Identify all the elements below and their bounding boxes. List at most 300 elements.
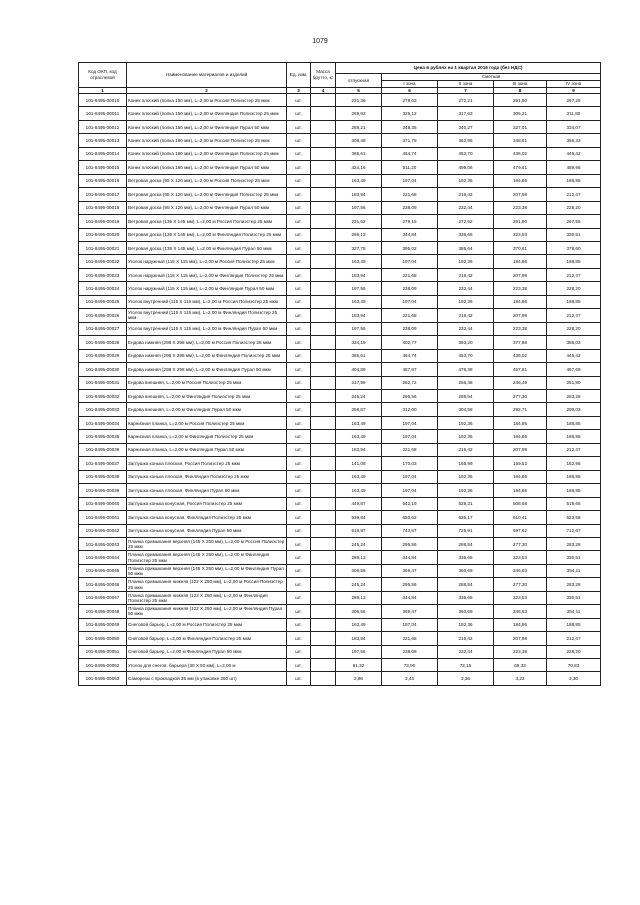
row-price-zone-4: 3,30 xyxy=(547,672,601,685)
row-price-zone-4: 228,20 xyxy=(547,201,601,214)
row-unit: шт. xyxy=(287,605,311,618)
table-row xyxy=(79,389,601,402)
row-mass xyxy=(311,497,336,510)
row-price-zone-4: 228,20 xyxy=(547,282,601,295)
table-row xyxy=(79,309,601,322)
row-price-zone-4: 188,85 xyxy=(547,470,601,483)
row-unit: шт. xyxy=(287,376,311,389)
row-price-zone-1: 344,84 xyxy=(382,551,438,564)
row-mass xyxy=(311,322,336,335)
row-code: 101-8495-00010 xyxy=(79,94,127,107)
table-row xyxy=(79,645,601,658)
row-price-zone-1: 238,09 xyxy=(382,282,438,295)
table-row xyxy=(79,147,601,160)
row-price-zone-2: 232,44 xyxy=(438,201,494,214)
row-unit: шт. xyxy=(287,511,311,524)
row-price-zone-3: 184,86 xyxy=(494,174,547,187)
row-price-zone-1: 197,04 xyxy=(382,618,438,631)
row-price-zone-2: 336,65 xyxy=(438,551,494,564)
table-row xyxy=(79,537,601,550)
row-name: Снеговой барьер, L=2,00 м Финляндия Полиэстер 25 мкм xyxy=(127,632,287,645)
row-price-zone-4: 330,51 xyxy=(547,551,601,564)
row-price-zone-4: 188,85 xyxy=(547,618,601,631)
row-unit: шт. xyxy=(287,228,311,241)
row-price-release: 183,94 xyxy=(336,309,382,322)
table-row xyxy=(79,511,601,524)
row-price-zone-1: 221,68 xyxy=(382,443,438,456)
row-code: 101-8495-00033 xyxy=(79,403,127,416)
row-price-zone-4: 188,85 xyxy=(547,174,601,187)
row-mass xyxy=(311,120,336,133)
row-unit: шт. xyxy=(287,94,311,107)
row-name: Уголок наружный (115 Х 115 мм), L=2,00 м Финляндия Пурал 50 мкм xyxy=(127,282,287,295)
row-name: Конек плоский (полка 150 мм), L=2,00 м Финляндия Пурал 50 мкм xyxy=(127,120,287,133)
row-price-zone-4: 445,42 xyxy=(547,147,601,160)
row-code: 101-8495-00052 xyxy=(79,659,127,672)
table-row xyxy=(79,349,601,362)
table-row xyxy=(79,430,601,443)
row-price-zone-2: 192,36 xyxy=(438,618,494,631)
row-price-zone-2: 192,36 xyxy=(438,430,494,443)
price-table xyxy=(78,62,601,686)
header-price-title: Цена в рублях на 1 квартал 2016 года (без НДС) xyxy=(336,63,601,74)
row-unit: шт. xyxy=(287,659,311,672)
row-price-zone-4: 283,28 xyxy=(547,389,601,402)
row-price-zone-3: 305,21 xyxy=(494,107,547,120)
row-price-zone-1: 262,72 xyxy=(382,376,438,389)
row-code: 101-8495-00046 xyxy=(79,578,127,591)
row-name: Ветровая доска (135 Х 145 мм), L=2,00 м Россия Полиэстер 25 мкм xyxy=(127,215,287,228)
row-mass xyxy=(311,376,336,389)
row-price-release: 197,56 xyxy=(336,322,382,335)
row-mass xyxy=(311,430,336,443)
row-price-release: 306,56 xyxy=(336,605,382,618)
row-price-zone-4: 188,85 xyxy=(547,416,601,429)
row-price-release: 539,84 xyxy=(336,511,382,524)
row-name: Ендова внешняя, L=2,00 м Россия Полиэстер 25 мкм xyxy=(127,376,287,389)
row-price-zone-1: 197,04 xyxy=(382,174,438,187)
header-name: Наименование материалов и изделий xyxy=(127,63,287,88)
row-unit: шт. xyxy=(287,241,311,254)
table-row xyxy=(79,188,601,201)
row-name: Ветровая доска (95 Х 120 мм), L=2,00 м Финляндия Пурал 50 мкм xyxy=(127,201,287,214)
row-price-release: 269,93 xyxy=(336,107,382,120)
row-price-zone-1: 170,03 xyxy=(382,457,438,470)
row-unit: шт. xyxy=(287,268,311,281)
row-name: Планка примыкания нижняя (122 Х 250 мм), L=2,00 м Россия Полиэстер 25 мкм xyxy=(127,578,287,591)
row-price-zone-1: 542,19 xyxy=(382,497,438,510)
row-code: 101-8495-00040 xyxy=(79,497,127,510)
row-price-zone-3: 346,63 xyxy=(494,605,547,618)
table-row xyxy=(79,363,601,376)
row-name: Планка примыкания верхняя (145 Х 250 мм), L=2,00 м Финляндия Полиэстер 25 мкм xyxy=(127,551,287,564)
row-price-release: 286,13 xyxy=(336,228,382,241)
row-price-zone-3: 436,02 xyxy=(494,349,547,362)
row-mass xyxy=(311,161,336,174)
row-price-zone-3: 246,49 xyxy=(494,376,547,389)
row-price-zone-1: 402,77 xyxy=(382,336,438,349)
row-code: 101-8495-00049 xyxy=(79,618,127,631)
row-mass xyxy=(311,174,336,187)
row-code: 101-8495-00016 xyxy=(79,174,127,187)
row-unit: шт. xyxy=(287,457,311,470)
row-name: Снеговой барьер, L=2,00 м Россия Полиэстер 25 мкм xyxy=(127,618,287,631)
row-price-zone-3: 69,33 xyxy=(494,659,547,672)
row-mass xyxy=(311,672,336,685)
row-mass xyxy=(311,578,336,591)
row-price-zone-3: 184,86 xyxy=(494,430,547,443)
row-price-zone-1: 197,04 xyxy=(382,484,438,497)
row-name: Заглушка конька конусная, Финляндия Пурал 50 мкм xyxy=(127,524,287,537)
row-price-zone-2: 232,44 xyxy=(438,322,494,335)
table-row xyxy=(79,564,601,577)
header-zone-4: IV зона xyxy=(547,81,601,88)
row-price-release: 449,87 xyxy=(336,497,382,510)
table-row xyxy=(79,416,601,429)
row-name: Ендова внешняя, L=2,00 м Финляндия Полиэстер 25 мкм xyxy=(127,389,287,402)
row-mass xyxy=(311,147,336,160)
row-mass xyxy=(311,484,336,497)
row-price-zone-1: 221,68 xyxy=(382,632,438,645)
table-row xyxy=(79,255,601,268)
row-price-zone-4: 267,25 xyxy=(547,94,601,107)
row-price-zone-2: 529,31 xyxy=(438,497,494,510)
row-unit: шт. xyxy=(287,147,311,160)
row-code: 101-8495-00011 xyxy=(79,107,127,120)
row-code: 101-8495-00050 xyxy=(79,632,127,645)
row-name: Ендова нижняя (298 Х 298 мм), L=2,00 м Финляндия Полиэстер 25 мкм xyxy=(127,349,287,362)
row-price-release: 197,56 xyxy=(336,645,382,658)
row-price-zone-2: 317,63 xyxy=(438,107,494,120)
row-price-zone-2: 232,44 xyxy=(438,282,494,295)
row-price-zone-3: 277,30 xyxy=(494,578,547,591)
row-unit: шт. xyxy=(287,484,311,497)
row-price-zone-4: 267,55 xyxy=(547,215,601,228)
row-price-zone-1: 238,09 xyxy=(382,322,438,335)
column-number: 7 xyxy=(438,88,494,94)
row-price-zone-1: 369,47 xyxy=(382,564,438,577)
row-mass xyxy=(311,107,336,120)
row-price-release: 327,78 xyxy=(336,241,382,254)
table-row xyxy=(79,94,601,107)
row-code: 101-8495-00047 xyxy=(79,591,127,604)
table-row xyxy=(79,659,601,672)
row-mass xyxy=(311,605,336,618)
row-name: Саморезы с прокладкой 35 мм (в упаковке 250 шт) xyxy=(127,672,287,685)
row-unit: шт. xyxy=(287,524,311,537)
row-price-zone-4: 334,07 xyxy=(547,120,601,133)
row-price-release: 245,24 xyxy=(336,389,382,402)
row-price-zone-1: 344,84 xyxy=(382,591,438,604)
row-price-release: 183,94 xyxy=(336,632,382,645)
row-price-zone-3: 223,38 xyxy=(494,322,547,335)
row-mass xyxy=(311,645,336,658)
column-number: 9 xyxy=(547,88,601,94)
row-price-zone-1: 395,02 xyxy=(382,241,438,254)
row-price-zone-3: 223,38 xyxy=(494,645,547,658)
row-price-zone-4: 330,51 xyxy=(547,228,601,241)
row-price-zone-4: 283,28 xyxy=(547,537,601,550)
row-price-zone-4: 212,47 xyxy=(547,188,601,201)
row-price-zone-2: 340,27 xyxy=(438,120,494,133)
table-row xyxy=(79,107,601,120)
row-price-zone-2: 192,36 xyxy=(438,174,494,187)
row-price-zone-4: 251,80 xyxy=(547,376,601,389)
row-unit: шт. xyxy=(287,120,311,133)
row-price-release: 286,13 xyxy=(336,551,382,564)
row-price-zone-1: 295,56 xyxy=(382,537,438,550)
row-price-zone-2: 336,65 xyxy=(438,228,494,241)
row-name: Конек плоский (полка 150 мм), L=2,00 м Финляндия Полиэстер 25 мкм xyxy=(127,107,287,120)
row-mass xyxy=(311,591,336,604)
row-price-release: 163,49 xyxy=(336,255,382,268)
row-name: Планка примыкания нижняя (122 Х 250 мм), L=2,00 м Финляндия Полиэстер 25 мкм xyxy=(127,591,287,604)
row-mass xyxy=(311,268,336,281)
row-price-zone-3: 479,61 xyxy=(494,161,547,174)
row-price-zone-2: 192,36 xyxy=(438,484,494,497)
table-row xyxy=(79,618,601,631)
row-price-zone-2: 272,52 xyxy=(438,215,494,228)
row-name: Заглушка конька конусная, Россия Полиэстер 25 мкм xyxy=(127,497,287,510)
row-mass xyxy=(311,363,336,376)
row-unit: шт. xyxy=(287,201,311,214)
row-mass xyxy=(311,537,336,550)
row-mass xyxy=(311,215,336,228)
row-price-release: 61,32 xyxy=(336,659,382,672)
row-price-zone-1: 743,57 xyxy=(382,524,438,537)
row-unit: шт. xyxy=(287,430,311,443)
row-mass xyxy=(311,632,336,645)
row-unit: шт. xyxy=(287,349,311,362)
row-price-zone-4: 188,85 xyxy=(547,484,601,497)
row-price-zone-1: 3,44 xyxy=(382,672,438,685)
row-unit: шт. xyxy=(287,578,311,591)
table-row xyxy=(79,524,601,537)
table-row xyxy=(79,578,601,591)
row-unit: шт. xyxy=(287,188,311,201)
row-price-release: 163,49 xyxy=(336,484,382,497)
row-price-zone-1: 279,15 xyxy=(382,215,438,228)
row-price-zone-2: 453,70 xyxy=(438,147,494,160)
row-price-zone-1: 73,90 xyxy=(382,659,438,672)
row-price-zone-4: 299,03 xyxy=(547,403,601,416)
row-unit: шт. xyxy=(287,322,311,335)
row-price-zone-3: 292,71 xyxy=(494,403,547,416)
row-code: 101-8495-00042 xyxy=(79,524,127,537)
row-price-release: 245,24 xyxy=(336,537,382,550)
row-name: Карнизная планка, L=2,00 м Россия Полиэстер 25 мкм xyxy=(127,416,287,429)
row-price-zone-1: 221,68 xyxy=(382,188,438,201)
row-price-release: 424,16 xyxy=(336,161,382,174)
row-name: Заглушка конька конусная, Финляндия Полиэстер 25 мкм xyxy=(127,511,287,524)
row-name: Заглушка конька плоская, Финляндия Полиэстер 25 мкм xyxy=(127,470,287,483)
row-code: 101-8495-00020 xyxy=(79,228,127,241)
row-price-zone-4: 228,20 xyxy=(547,645,601,658)
row-code: 101-8495-00026 xyxy=(79,309,127,322)
table-row xyxy=(79,295,601,308)
row-code: 101-8495-00019 xyxy=(79,215,127,228)
row-price-zone-2: 192,36 xyxy=(438,255,494,268)
row-unit: шт. xyxy=(287,672,311,685)
row-price-release: 385,61 xyxy=(336,147,382,160)
row-unit: шт. xyxy=(287,215,311,228)
row-price-zone-1: 312,00 xyxy=(382,403,438,416)
row-price-release: 183,94 xyxy=(336,188,382,201)
row-name: Планка примыкания верхняя (145 Х 250 мм), L=2,00 м Финляндия Пурал 50 мкм xyxy=(127,564,287,577)
row-price-zone-3: 277,30 xyxy=(494,537,547,550)
row-unit: шт. xyxy=(287,161,311,174)
row-mass xyxy=(311,416,336,429)
row-code: 101-8495-00018 xyxy=(79,201,127,214)
row-code: 101-8495-00022 xyxy=(79,255,127,268)
row-price-zone-3: 261,90 xyxy=(494,215,547,228)
row-price-zone-2: 192,36 xyxy=(438,470,494,483)
row-code: 101-8495-00051 xyxy=(79,645,127,658)
row-code: 101-8495-00043 xyxy=(79,537,127,550)
row-name: Ветровая доска (135 Х 145 мм), L=2,00 м Финляндия Пурал 50 мкм xyxy=(127,241,287,254)
row-price-zone-3: 184,86 xyxy=(494,470,547,483)
row-unit: шт. xyxy=(287,416,311,429)
row-code: 101-8495-00028 xyxy=(79,336,127,349)
row-price-release: 334,19 xyxy=(336,336,382,349)
row-price-zone-3: 610,41 xyxy=(494,511,547,524)
row-code: 101-8495-00044 xyxy=(79,551,127,564)
row-mass xyxy=(311,389,336,402)
row-name: Уголок наружный (115 Х 115 мм), L=2,00 м Финляндия Полиэстер 25 мкм xyxy=(127,268,287,281)
row-name: Заглушка конька плоская, Финляндия Пурал 50 мкм xyxy=(127,484,287,497)
row-mass xyxy=(311,551,336,564)
row-price-zone-3: 184,86 xyxy=(494,416,547,429)
row-name: Ветровая доска (95 Х 120 мм), L=2,00 м Россия Полиэстер 25 мкм xyxy=(127,174,287,187)
row-unit: шт. xyxy=(287,443,311,456)
row-name: Карнизная планка, L=2,00 м Финляндия Полиэстер 25 мкм xyxy=(127,430,287,443)
row-code: 101-8495-00031 xyxy=(79,376,127,389)
row-price-zone-3: 184,86 xyxy=(494,295,547,308)
row-price-zone-3: 223,38 xyxy=(494,201,547,214)
row-unit: шт. xyxy=(287,389,311,402)
row-code: 101-8495-00015 xyxy=(79,161,127,174)
table-row xyxy=(79,457,601,470)
row-mass xyxy=(311,443,336,456)
row-mass xyxy=(311,295,336,308)
row-price-zone-3: 348,61 xyxy=(494,134,547,147)
table-row xyxy=(79,376,601,389)
table-row xyxy=(79,470,601,483)
row-code: 101-8495-00030 xyxy=(79,363,127,376)
row-price-zone-2: 362,95 xyxy=(438,134,494,147)
row-price-zone-3: 323,53 xyxy=(494,591,547,604)
table-row xyxy=(79,215,601,228)
row-price-zone-2: 725,91 xyxy=(438,524,494,537)
row-name: Уголок наружный (115 Х 115 мм), L=2,00 м Россия Полиэстер 25 мкм xyxy=(127,255,287,268)
row-price-release: 163,49 xyxy=(336,416,382,429)
row-unit: шт. xyxy=(287,363,311,376)
row-price-zone-4: 188,85 xyxy=(547,255,601,268)
row-price-zone-1: 464,74 xyxy=(382,147,438,160)
table-row xyxy=(79,322,601,335)
row-price-zone-2: 216,42 xyxy=(438,309,494,322)
row-mass xyxy=(311,564,336,577)
row-code: 101-8495-00034 xyxy=(79,416,127,429)
row-unit: шт. xyxy=(287,336,311,349)
row-price-release: 197,56 xyxy=(336,201,382,214)
row-price-release: 616,97 xyxy=(336,524,382,537)
row-price-release: 245,24 xyxy=(336,578,382,591)
row-price-zone-4: 212,47 xyxy=(547,268,601,281)
row-price-zone-3: 346,63 xyxy=(494,564,547,577)
row-mass xyxy=(311,511,336,524)
row-price-zone-3: 323,53 xyxy=(494,228,547,241)
row-price-zone-4: 712,67 xyxy=(547,524,601,537)
row-price-zone-3: 261,50 xyxy=(494,94,547,107)
table-row xyxy=(79,282,601,295)
row-name: Уголок внутренний (115 Х 115 мм), L=2,00 м Финляндия Пурал 50 мкм xyxy=(127,322,287,335)
row-price-zone-4: 283,28 xyxy=(547,578,601,591)
row-price-zone-4: 311,80 xyxy=(547,107,601,120)
row-mass xyxy=(311,201,336,214)
row-price-release: 404,89 xyxy=(336,363,382,376)
row-price-release: 163,49 xyxy=(336,174,382,187)
row-name: Уголок внутренний (115 Х 115 мм), L=2,00 м Финляндия Полиэстер 25 мкм xyxy=(127,309,287,322)
row-name: Планка примыкания верхняя (145 Х 250 мм), L=2,00 м Россия Полиэстер 25 мкм xyxy=(127,537,287,550)
row-unit: шт. xyxy=(287,309,311,322)
row-mass xyxy=(311,457,336,470)
row-price-release: 163,49 xyxy=(336,618,382,631)
row-price-zone-3: 508,68 xyxy=(494,497,547,510)
row-code: 101-8495-00053 xyxy=(79,672,127,685)
table-row xyxy=(79,336,601,349)
row-code: 101-8495-00036 xyxy=(79,443,127,456)
header-code: Код ОКП, код отраслевой xyxy=(79,63,127,88)
row-name: Планка примыкания нижняя (122 Х 250 мм), L=2,00 м Финляндия Пурал 50 мкм xyxy=(127,605,287,618)
row-price-release: 385,61 xyxy=(336,349,382,362)
row-price-zone-4: 162,96 xyxy=(547,457,601,470)
row-code: 101-8495-00013 xyxy=(79,134,127,147)
row-code: 101-8495-00021 xyxy=(79,241,127,254)
row-mass xyxy=(311,659,336,672)
table-body xyxy=(79,94,601,686)
row-price-zone-1: 238,09 xyxy=(382,201,438,214)
row-mass xyxy=(311,188,336,201)
row-price-zone-1: 344,84 xyxy=(382,228,438,241)
row-code: 101-8495-00048 xyxy=(79,605,127,618)
row-price-zone-2: 216,42 xyxy=(438,188,494,201)
row-price-zone-2: 232,44 xyxy=(438,645,494,658)
row-name: Конек плоский (полка 190 мм), L=2,00 м Финляндия Пурал 50 мкм xyxy=(127,161,287,174)
row-unit: шт. xyxy=(287,134,311,147)
row-unit: шт. xyxy=(287,295,311,308)
row-name: Заглушка конька плоская, Россия Полиэстер 25 мкм xyxy=(127,457,287,470)
row-price-zone-2: 288,54 xyxy=(438,578,494,591)
row-code: 101-8495-00039 xyxy=(79,484,127,497)
row-price-zone-1: 197,04 xyxy=(382,416,438,429)
row-price-zone-2: 192,36 xyxy=(438,416,494,429)
row-mass xyxy=(311,349,336,362)
row-price-zone-2: 360,69 xyxy=(438,605,494,618)
row-price-zone-4: 623,58 xyxy=(547,511,601,524)
row-price-zone-2: 216,42 xyxy=(438,443,494,456)
row-price-zone-1: 369,47 xyxy=(382,605,438,618)
row-unit: шт. xyxy=(287,591,311,604)
row-price-zone-1: 371,79 xyxy=(382,134,438,147)
table-row xyxy=(79,241,601,254)
row-name: Ветровая доска (95 Х 120 мм), L=2,00 м Финляндия Полиэстер 25 мкм xyxy=(127,188,287,201)
header-estimate: Сметная xyxy=(382,74,601,81)
row-price-zone-1: 278,63 xyxy=(382,94,438,107)
row-name: Ендова внешняя, L=2,00 м Финляндия Пурал 50 мкм xyxy=(127,403,287,416)
table-row xyxy=(79,605,601,618)
row-price-release: 217,99 xyxy=(336,376,382,389)
